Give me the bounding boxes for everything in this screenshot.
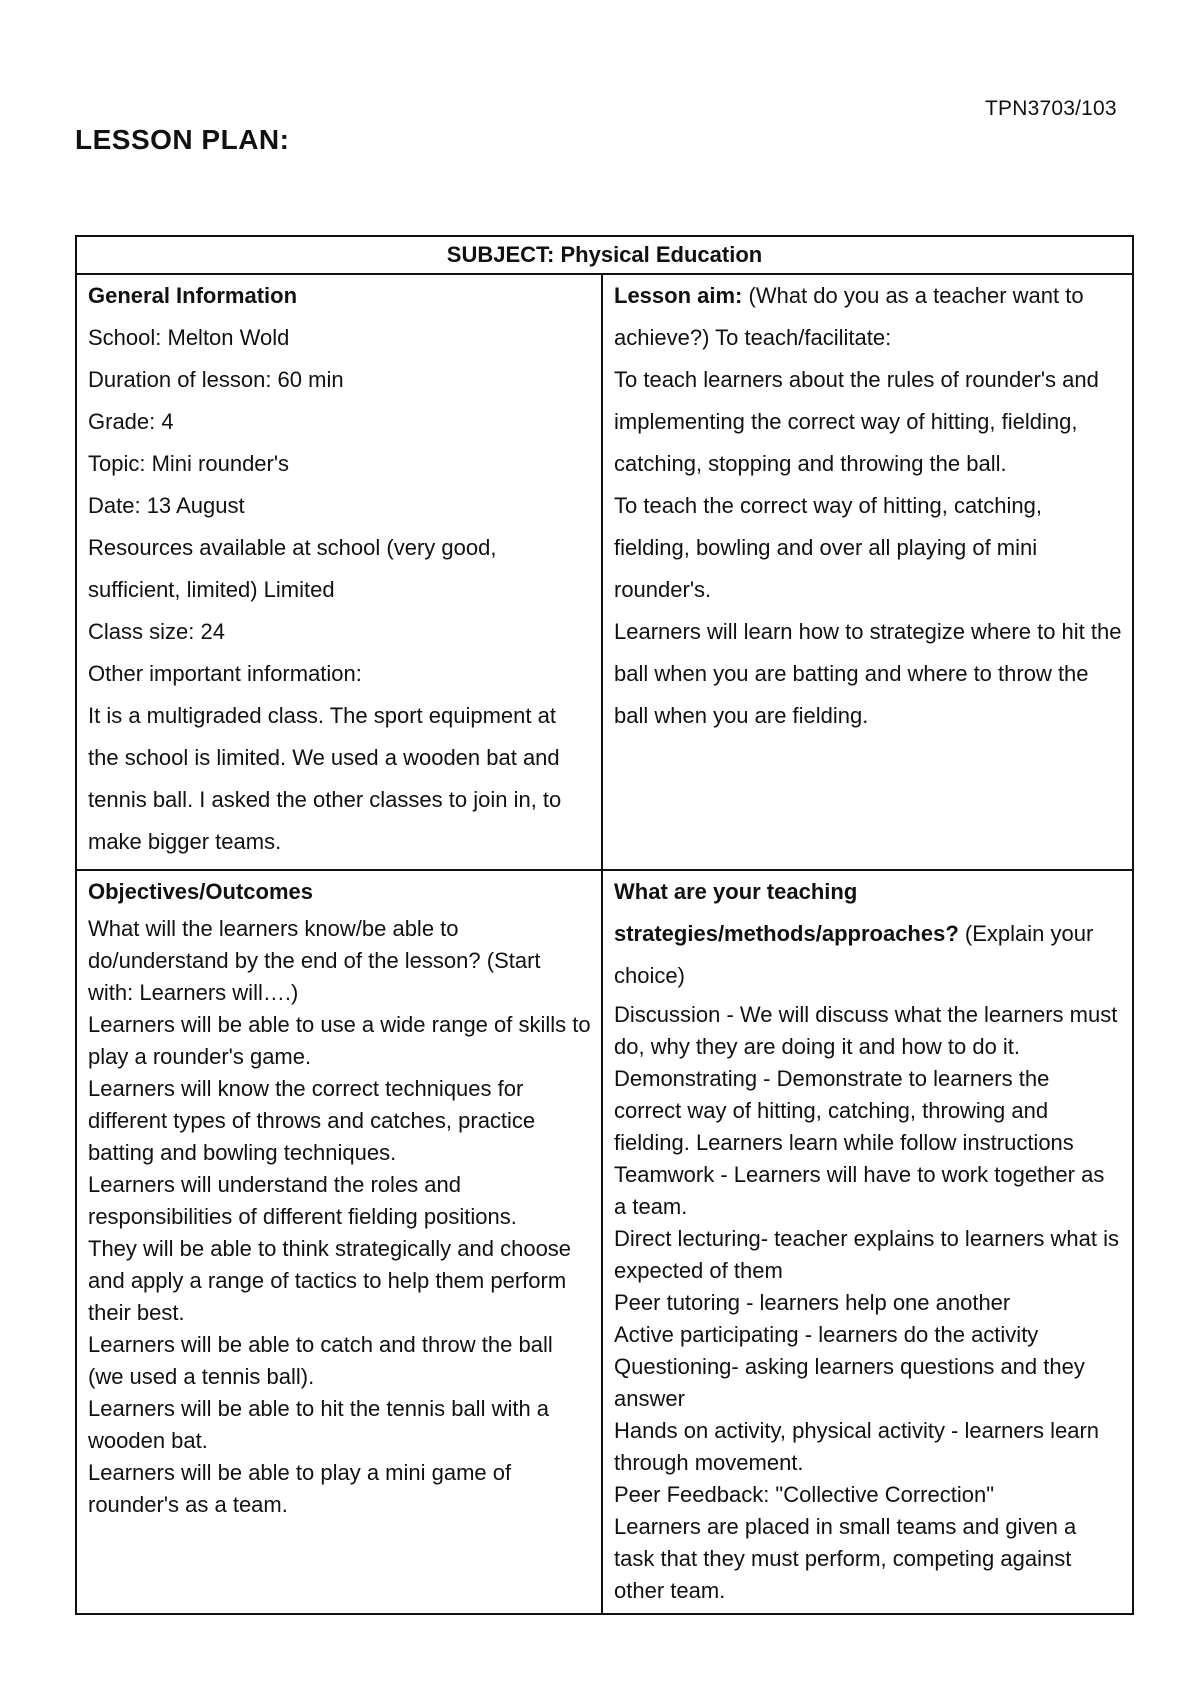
strategy-9: Peer Feedback: "Collective Correction" — [614, 1482, 995, 1507]
other-info-text: It is a multigraded class. The sport equipment at the school is limited. We used a wooden bat and tennis ball. I asked the other classes to join in, to make bigger teams. — [88, 703, 562, 854]
objective-5: Learners will be able to catch and throw the ball (we used a tennis ball). — [88, 1332, 553, 1389]
objective-6: Learners will be able to hit the tennis ball with a wooden bat. — [88, 1396, 550, 1453]
subject-row: SUBJECT: Physical Education — [76, 236, 1133, 274]
class-size-line: Class size: 24 — [88, 619, 225, 644]
strategies-heading-line2 — [614, 913, 1122, 997]
lesson-aim-cell — [602, 274, 1133, 870]
teaching-strategies-cell — [602, 870, 1133, 1614]
page-title: LESSON PLAN: — [75, 124, 290, 155]
grade-line: Grade: 4 — [88, 409, 174, 434]
resources-line: Resources available at school (very good, sufficient, limited) Limited — [88, 535, 497, 602]
objective-2: Learners will know the correct techniques for different types of throws and catches, practice batting and bowling techniques. — [88, 1076, 536, 1165]
strategy-6: Active participating - learners do the activity — [614, 1322, 1039, 1347]
objectives-question: What will the learners know/be able to do/understand by the end of the lesson? (Start with: Learners will….) — [88, 916, 541, 1005]
school-line: School: Melton Wold — [88, 325, 290, 350]
lesson-plan-table — [75, 235, 1134, 1615]
strategies-heading-bold: strategies/methods/approaches? — [614, 921, 959, 946]
date-line: Date: 13 August — [88, 493, 245, 518]
objectives-cell — [76, 870, 602, 1614]
general-information-cell — [76, 274, 602, 870]
strategy-4: Direct lecturing- teacher explains to learners what is expected of them — [614, 1226, 1120, 1283]
objective-7: Learners will be able to play a mini game of rounder's as a team. — [88, 1460, 512, 1517]
lesson-aim-label: Lesson aim: — [614, 283, 743, 308]
topic-line: Topic: Mini rounder's — [88, 451, 290, 476]
strategies-heading-line1: What are your teaching — [614, 879, 858, 904]
aim-line-1: To teach learners about the rules of rounder's and implementing the correct way of hitting, fielding, catching, stopping and throwing the ball. — [614, 367, 1099, 476]
document-code: TPN3703/103 — [985, 97, 1117, 120]
other-info-label: Other important information: — [88, 661, 362, 686]
duration-line: Duration of lesson: 60 min — [88, 367, 344, 392]
objective-4: They will be able to think strategically and choose and apply a range of tactics to help them perform their best. — [88, 1236, 572, 1325]
strategy-3: Teamwork - Learners will have to work together as a team. — [614, 1162, 1105, 1219]
strategies-heading-rest: (Explain your choice) — [614, 921, 1094, 988]
strategy-1: Discussion - We will discuss what the learners must do, why they are doing it and how to do it. — [614, 1002, 1118, 1059]
aim-line-2: To teach the correct way of hitting, catching, fielding, bowling and over all playing of mini rounder's. — [614, 493, 1043, 602]
general-information-heading: General Information — [88, 283, 298, 308]
strategy-10: Learners are placed in small teams and given a task that they must perform, competing against other team. — [614, 1514, 1077, 1603]
aim-line-3: Learners will learn how to strategize where to hit the ball when you are batting and where to throw the ball when you are fielding. — [614, 619, 1122, 728]
strategy-5: Peer tutoring - learners help one another — [614, 1290, 1011, 1315]
strategy-8: Hands on activity, physical activity - learners learn through movement. — [614, 1418, 1100, 1475]
objective-1: Learners will be able to use a wide range of skills to play a rounder's game. — [88, 1012, 591, 1069]
objective-3: Learners will understand the roles and responsibilities of different fielding positions. — [88, 1172, 517, 1229]
strategy-7: Questioning- asking learners questions and they answer — [614, 1354, 1085, 1411]
strategy-2: Demonstrating - Demonstrate to learners the correct way of hitting, catching, throwing and fielding. Learners learn while follow instructions — [614, 1066, 1074, 1155]
objectives-heading: Objectives/Outcomes — [88, 879, 313, 904]
lesson-aim-question: (What do you as a teacher want to achieve?) To teach/facilitate: — [614, 283, 1084, 350]
lesson-aim-heading — [614, 275, 1122, 359]
